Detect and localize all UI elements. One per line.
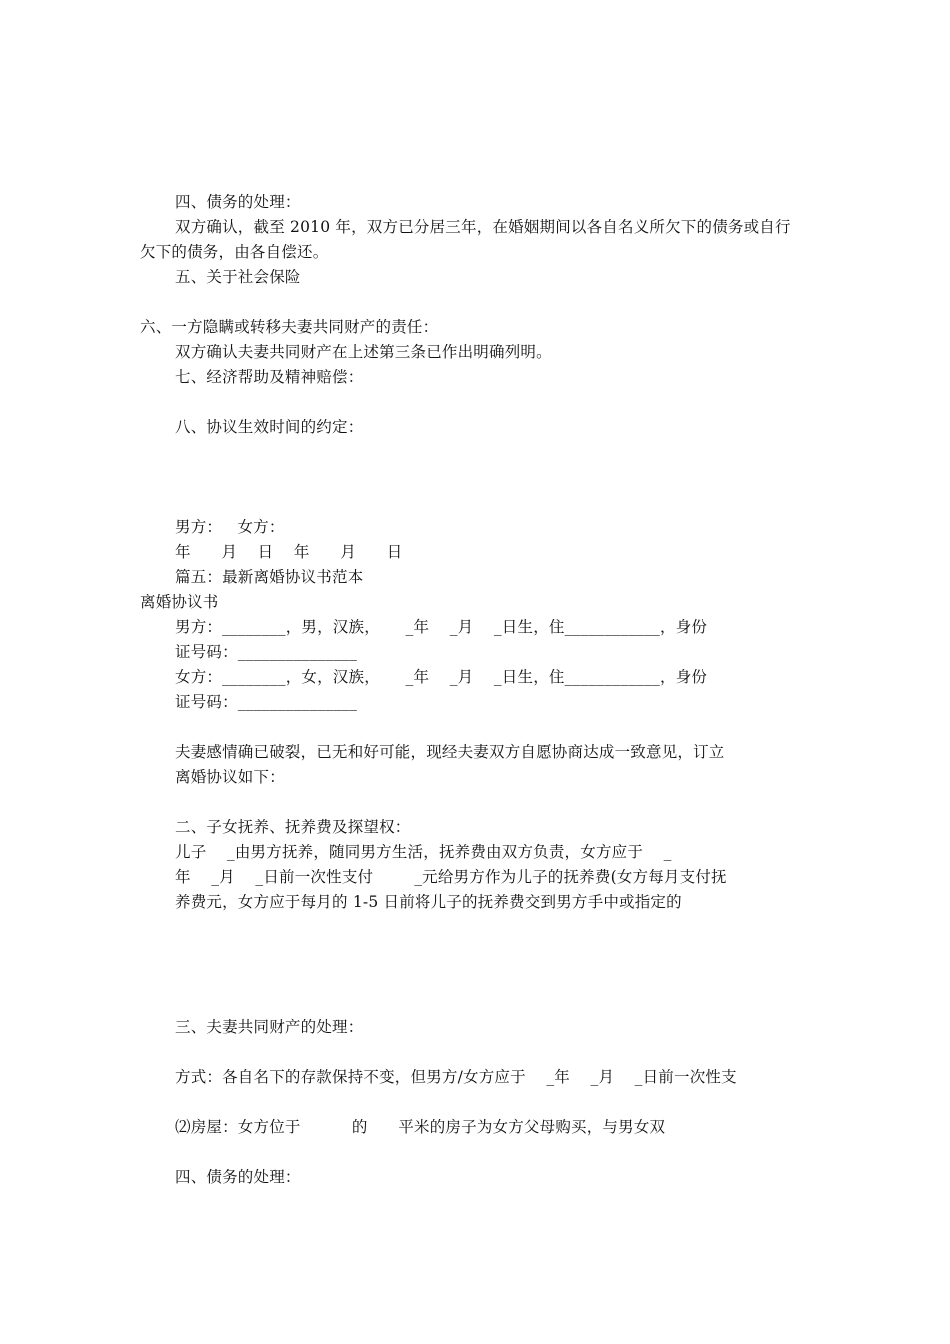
paragraph-line: 方式：各自名下的存款保持不变，但男方/女方应于 _年 _月 _日前一次性支	[175, 1068, 737, 1086]
chapter-title: 篇五：最新离婚协议书范本	[175, 568, 364, 586]
section-heading-social-insurance: 五、关于社会保险	[175, 268, 301, 286]
section-heading-concealment: 六、一方隐瞒或转移夫妻共同财产的责任：	[140, 318, 439, 336]
paragraph-line: 双方确认，截至 2010 年，双方已分居三年，在婚姻期间以各自名义所欠下的债务或自行	[175, 218, 791, 236]
document-title: 离婚协议书	[140, 593, 219, 611]
section-heading-property: 三、夫妻共同财产的处理：	[175, 1018, 364, 1036]
signature-line: 男方： 女方：	[175, 518, 285, 536]
section-heading-debts: 四、债务的处理：	[175, 193, 301, 211]
paragraph-line: 离婚协议如下：	[175, 768, 285, 786]
paragraph-line: 欠下的债务，由各自偿还。	[140, 243, 329, 261]
section-heading-effective-time: 八、协议生效时间的约定：	[175, 418, 364, 436]
id-number-line: 证号码：_______________	[175, 693, 358, 711]
id-number-line: 证号码：_______________	[175, 643, 358, 661]
paragraph-line: 养费元，女方应于每月的 1-5 日前将儿子的抚养费交到男方手中或指定的	[175, 893, 682, 911]
paragraph-line: 双方确认夫妻共同财产在上述第三条已作出明确列明。	[175, 343, 552, 361]
paragraph-line: 年 _月 _日前一次性支付 _元给男方作为儿子的抚养费(女方每月支付抚	[175, 868, 727, 886]
section-heading-compensation: 七、经济帮助及精神赔偿：	[175, 368, 364, 386]
party-female-line: 女方：________，女，汉族， _年 _月 _日生，住____________，身份	[175, 668, 708, 686]
paragraph-line: ⑵房屋：女方位于 的 平米的房子为女方父母购买，与男女双	[175, 1118, 666, 1136]
section-heading-debts: 四、债务的处理：	[175, 1168, 301, 1186]
date-line: 年 月 日 年 月 日	[175, 543, 403, 561]
paragraph-line: 儿子 _由男方抚养，随同男方生活，抚养费由双方负责，女方应于 _	[175, 843, 672, 861]
party-male-line: 男方：________，男，汉族， _年 _月 _日生，住____________，身份	[175, 618, 708, 636]
paragraph-line: 夫妻感情确已破裂，已无和好可能，现经夫妻双方自愿协商达成一致意见，订立	[175, 743, 725, 761]
section-heading-children: 二、子女抚养、抚养费及探望权：	[175, 818, 411, 836]
